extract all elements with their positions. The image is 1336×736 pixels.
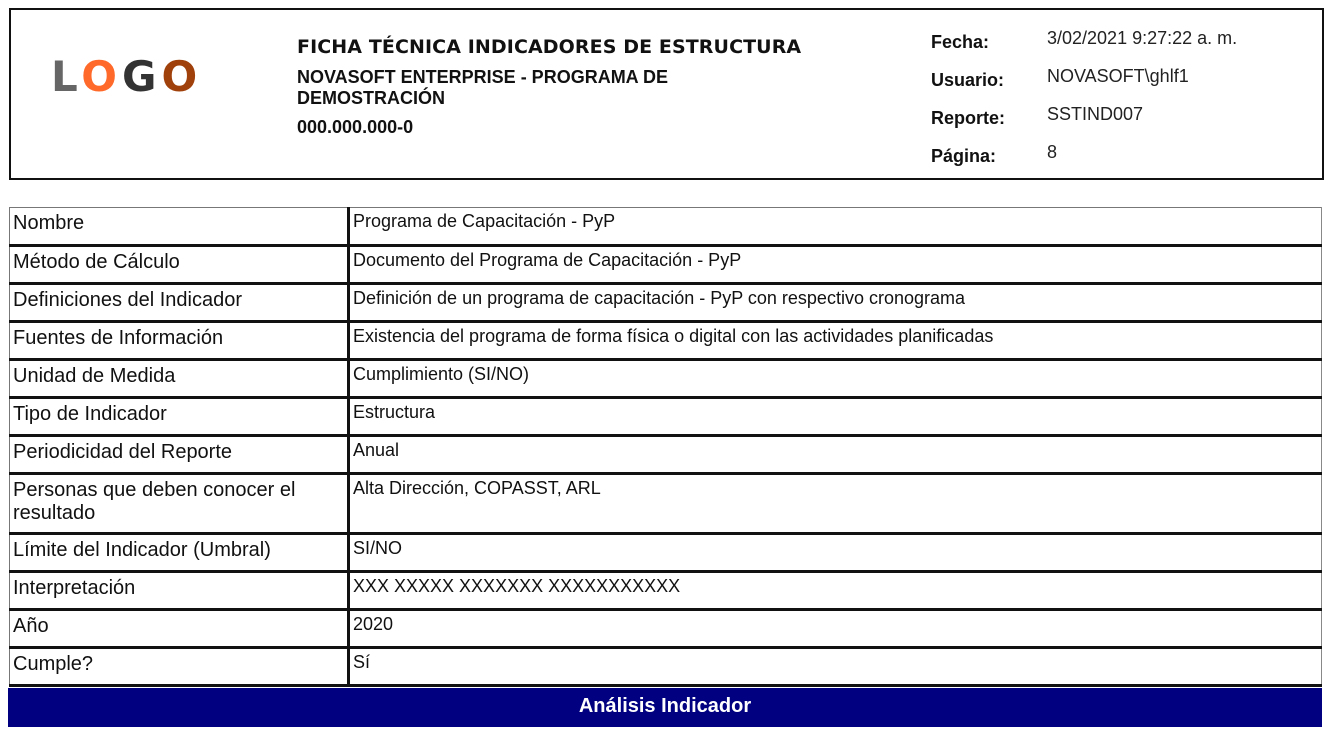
field-value: SI/NO [349,534,1322,572]
table-row [10,572,1322,610]
meta-value: 8 [1047,142,1058,162]
field-value: Cumplimiento (SI/NO) [349,360,1322,398]
table-row [10,648,1322,686]
field-label: Año [10,610,349,648]
field-label: Periodicidad del Reporte [10,436,349,474]
meta-pagina [931,136,1311,174]
table-row [10,208,1322,246]
company-name: NOVASOFT ENTERPRISE - PROGRAMA DE DEMOSTRACIÓN [297,67,669,108]
meta-fecha [931,22,1311,60]
field-value: Estructura [349,398,1322,436]
table-row [10,284,1322,322]
meta-value: 3/02/2021 9:27:22 a. m. [1047,28,1238,48]
report-titles [297,36,817,138]
meta-value: SSTIND007 [1047,104,1144,124]
meta-usuario [931,60,1311,98]
meta-reporte [931,98,1311,136]
company-nit: 000.000.000-0 [297,117,414,137]
meta-label: Usuario: [931,70,1005,90]
field-value: Definición de un programa de capacitación - PyP con respectivo cronograma [349,284,1322,322]
logo-letter: O [81,52,122,101]
table-row [10,360,1322,398]
company-logo [51,52,203,101]
field-label: Límite del Indicador (Umbral) [10,534,349,572]
table-row [10,398,1322,436]
meta-label: Reporte: [931,108,1006,128]
logo-letter: G [121,52,162,101]
table-row [10,322,1322,360]
table-row [10,534,1322,572]
field-label: Definiciones del Indicador [10,284,349,322]
field-value: 2020 [349,610,1322,648]
field-label: Interpretación [10,572,349,610]
meta-label: Página: [931,146,997,166]
field-label: Personas que deben conocer el resultado [10,474,349,534]
field-value: Sí [349,648,1322,686]
table-row [10,474,1322,534]
field-label: Unidad de Medida [10,360,349,398]
field-value: Programa de Capacitación - PyP [349,208,1322,246]
field-label: Fuentes de Información [10,322,349,360]
table-row [10,436,1322,474]
field-label: Método de Cálculo [10,246,349,284]
field-value: XXX XXXXX XXXXXXX XXXXXXXXXXX [349,572,1322,610]
logo-letter: L [51,52,82,101]
field-value: Alta Dirección, COPASST, ARL [349,474,1322,534]
field-value: Documento del Programa de Capacitación - PyP [349,246,1322,284]
meta-value: NOVASOFT\ghlf1 [1047,66,1189,86]
field-value: Anual [349,436,1322,474]
field-value: Existencia del programa de forma física o digital con las actividades planificadas [349,322,1322,360]
table-row [10,610,1322,648]
meta-label: Fecha: [931,32,990,52]
report-meta [931,22,1311,174]
table-row [10,246,1322,284]
analysis-section-header: Análisis Indicador [8,688,1322,727]
logo-letter: O [161,52,203,101]
field-label: Cumple? [10,648,349,686]
field-label: Nombre [10,208,349,246]
field-label: Tipo de Indicador [10,398,349,436]
indicator-fields-table [9,207,1322,687]
report-header [9,8,1324,180]
report-title: FICHA TÉCNICA INDICADORES DE ESTRUCTURA [297,36,802,58]
